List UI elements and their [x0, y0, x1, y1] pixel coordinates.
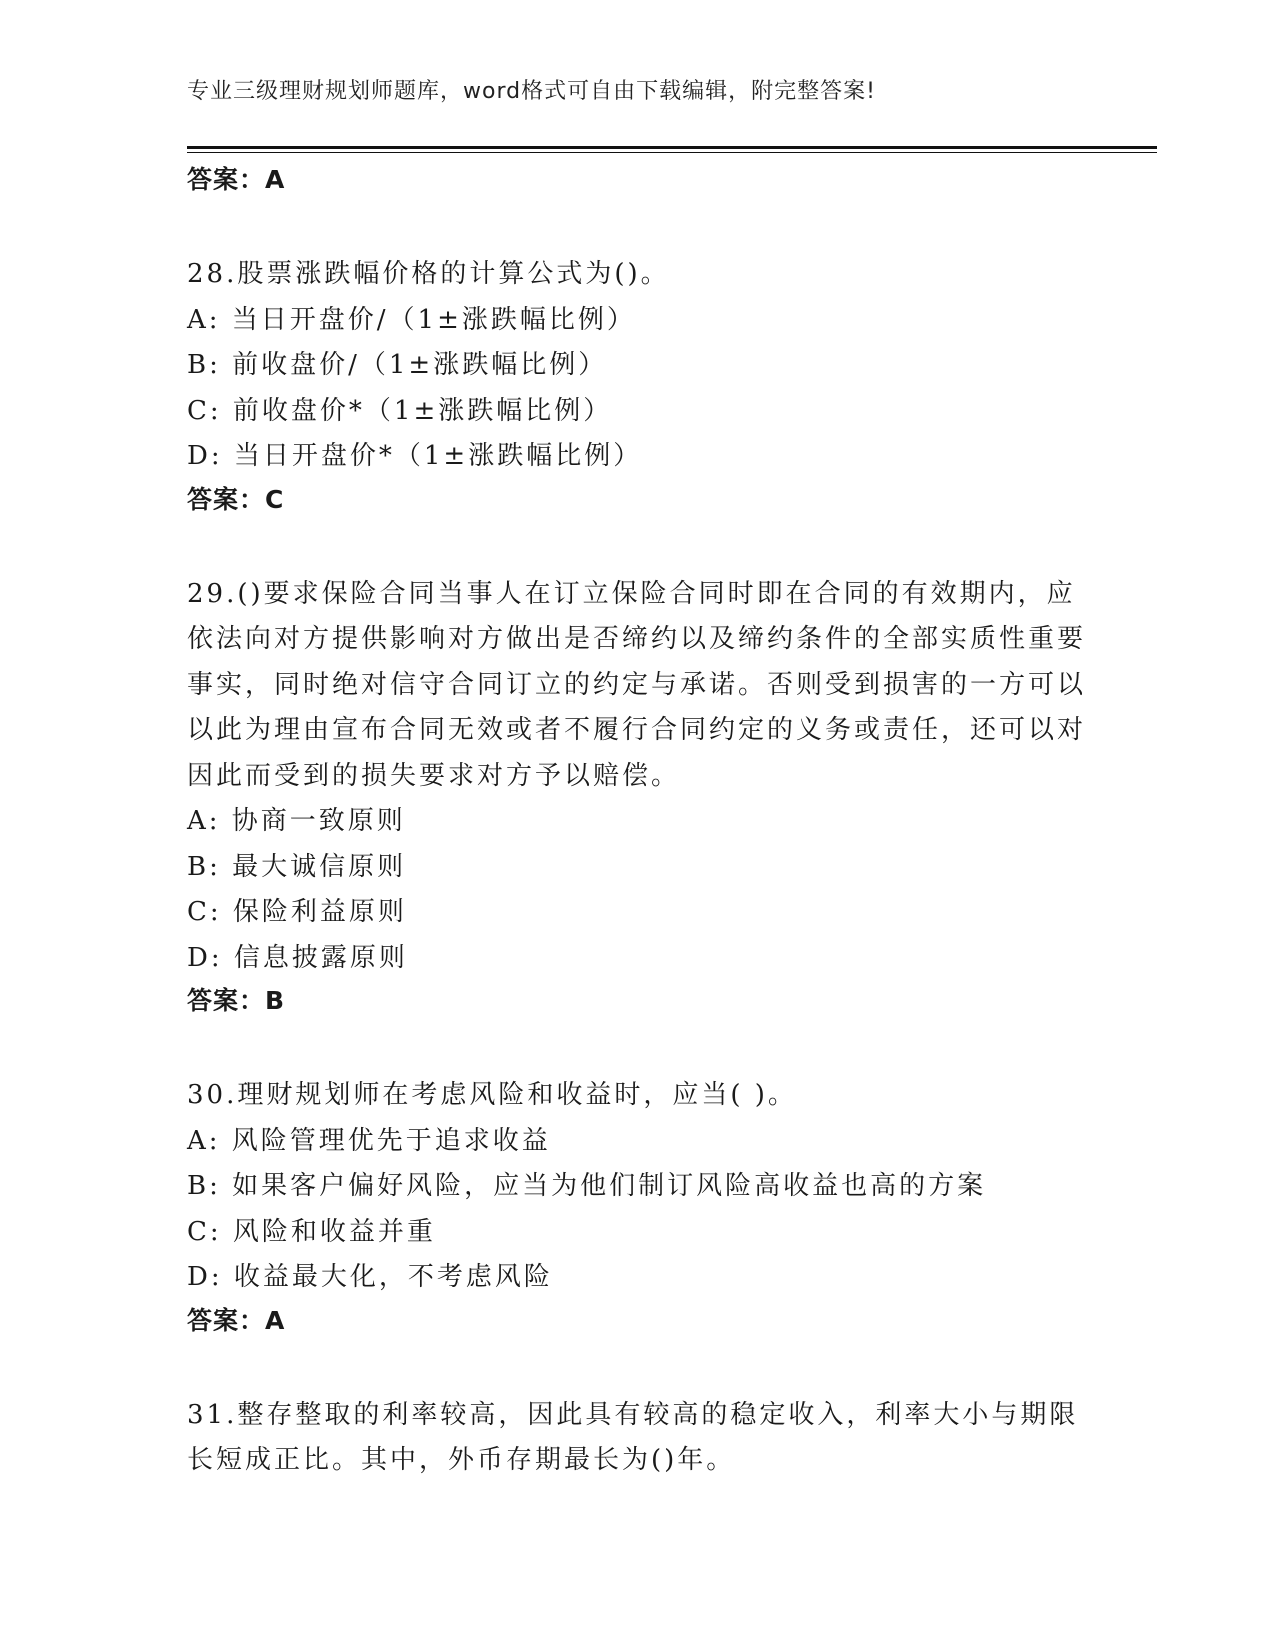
option-b: B: 最大诚信原则	[187, 851, 407, 882]
option-a: A: 风险管理优先于追求收益	[187, 1125, 551, 1156]
answer-q29: 答案：B	[187, 986, 286, 1015]
option-a: A: 当日开盘价/（1±涨跌幅比例）	[187, 304, 636, 335]
option-c: C: 风险和收益并重	[187, 1216, 436, 1247]
option-d: D: 信息披露原则	[187, 942, 408, 973]
option-d: D: 当日开盘价*（1±涨跌幅比例）	[187, 441, 643, 471]
question-text: 29.()要求保险合同当事人在订立保险合同时即在合同的有效期内，应依法向对方提供影响对方做出是否缔约以及缔约条件的全部实质性重要事实，同时绝对信守合同订立的约定与承诺。否则受到损害的一方可以以此为理由宣布合同无效或者不履行合同约定的义务或责任，还可以对因此而受到的损失要求对方予以赔偿。	[187, 578, 1087, 791]
page-header: 专业三级理财规划师题库，word格式可自由下载编辑，附完整答案!	[187, 79, 876, 104]
header-rule-thin	[187, 152, 1157, 153]
header-rule-thick	[187, 146, 1157, 149]
question-text: 31.整存整取的利率较高，因此具有较高的稳定收入，利率大小与期限长短成正比。其中，外币存期最长为()年。	[187, 1399, 1079, 1475]
question-text: 30.理财规划师在考虑风险和收益时，应当( )。	[187, 1080, 797, 1110]
question-28	[187, 252, 1087, 520]
question-31	[187, 1393, 1087, 1484]
option-a: A: 协商一致原则	[187, 806, 406, 836]
question-text: 28.股票涨跌幅价格的计算公式为()。	[187, 259, 670, 289]
answer-q30: 答案：A	[187, 1305, 286, 1335]
answer-q28: 答案：C	[187, 484, 285, 514]
option-b: B: 如果客户偏好风险，应当为他们制订风险高收益也高的方案	[187, 1171, 987, 1201]
option-d: D: 收益最大化，不考虑风险	[187, 1262, 553, 1292]
option-b: B: 前收盘价/（1±涨跌幅比例）	[187, 350, 608, 380]
question-30	[187, 1073, 1087, 1341]
question-list	[187, 160, 1087, 1484]
option-c: C: 前收盘价*（1±涨跌幅比例）	[187, 395, 613, 426]
question-29	[187, 572, 1087, 1022]
answer-q27: 答案：A	[187, 165, 286, 194]
option-c: C: 保险利益原则	[187, 897, 407, 927]
